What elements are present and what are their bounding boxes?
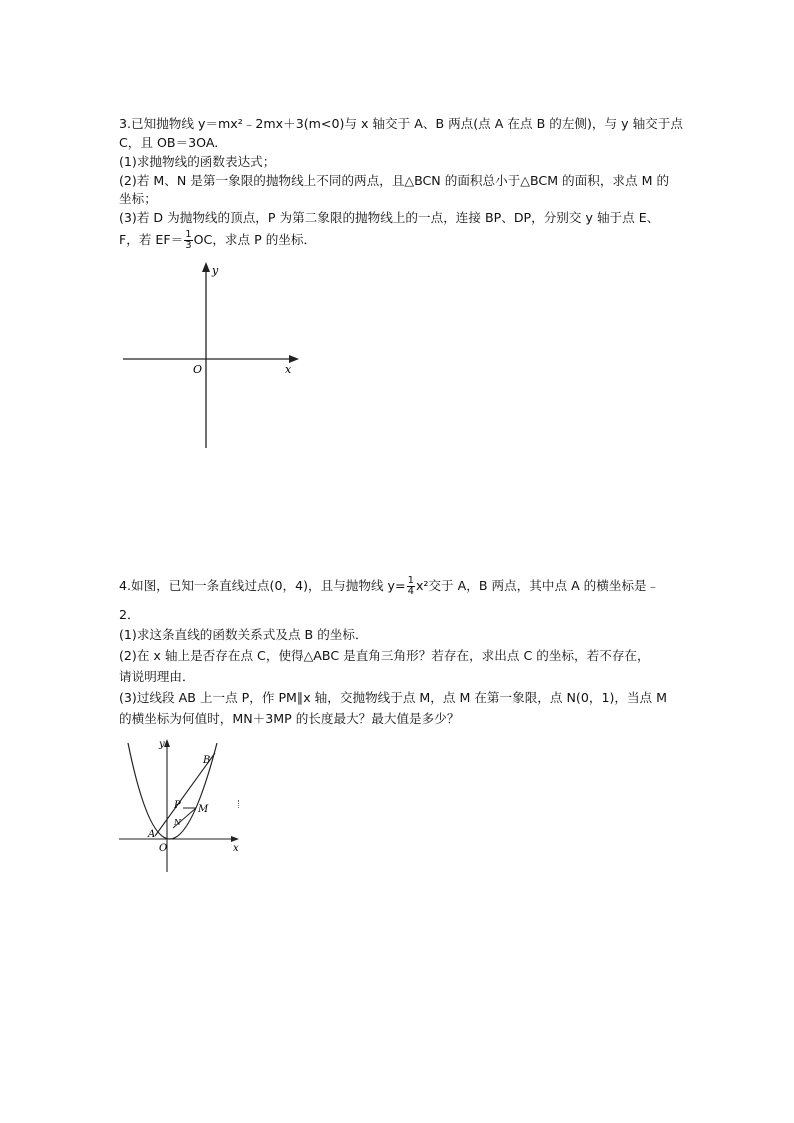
q4-b-label: B xyxy=(203,755,211,766)
q3-coordinate-axes xyxy=(118,258,308,450)
decorative-dots xyxy=(238,800,240,808)
q3-line-1: 3.已知抛物线 y＝mx²﹣2mx＋3(m<0)与 x 轴交于 A、B 两点(点 A 在点 B 的左侧)，与 y 轴交于点 xyxy=(119,116,683,131)
q4-y-axis-arrow xyxy=(164,739,170,747)
q4-parabola-figure xyxy=(115,735,250,875)
q3-origin-label: O xyxy=(193,363,203,376)
fraction-denominator: 4 xyxy=(407,586,414,597)
fraction xyxy=(184,230,192,251)
q3-text: F，若 EF＝ xyxy=(119,232,184,247)
q4-part-1: (1)求这条直线的函数关系式及点 B 的坐标． xyxy=(119,627,368,642)
q4-line-1 xyxy=(119,576,659,597)
q4-line-2: 2． xyxy=(119,607,140,622)
q3-text: OC，求点 P 的坐标． xyxy=(193,232,317,247)
q4-origin-label: O xyxy=(159,843,168,854)
q3-part-2-line-2: 坐标； xyxy=(119,191,157,206)
q4-part-2-line-1: (2)在 x 轴上是否存在点 C，使得△ABC 是直角三角形？若存在，求出点 C 的坐标，若不存在， xyxy=(119,648,650,663)
fraction-numerator: 1 xyxy=(185,229,192,240)
fraction xyxy=(407,576,415,597)
q3-part-3-line-1: (3)若 D 为抛物线的顶点，P 为第二象限的抛物线上的一点，连接 BP、DP，分别交 y 轴于点 E、 xyxy=(119,210,660,225)
fraction-denominator: 3 xyxy=(185,240,192,251)
q3-y-axis-arrow xyxy=(202,262,210,272)
q4-p-label: P xyxy=(174,800,181,811)
q3-x-label: x xyxy=(285,363,292,376)
q4-x-axis-arrow xyxy=(231,836,239,842)
q4-m-label: M xyxy=(198,804,209,815)
q3-x-axis-arrow xyxy=(289,355,299,363)
q4-n-label: N xyxy=(174,818,181,827)
q3-part-1: (1)求抛物线的函数表达式； xyxy=(119,154,276,169)
q4-part-2-line-2: 请说明理由． xyxy=(119,669,195,684)
q4-y-label: y xyxy=(159,739,165,750)
q3-part-3-line-2 xyxy=(119,230,316,251)
q4-part-3-line-2: 的横坐标为何值时，MN＋3MP 的长度最大？最大值是多少？ xyxy=(119,711,460,726)
q3-line-2: C，且 OB＝3OA. xyxy=(119,135,219,150)
q4-text: x²交于 A，B 两点，其中点 A 的横坐标是﹣ xyxy=(415,578,660,593)
q3-part-2-line-1: (2)若 M、N 是第一象限的抛物线上不同的两点，且△BCN 的面积总小于△BCM 的面积，求点 M 的 xyxy=(119,173,670,188)
q4-part-3-line-1: (3)过线段 AB 上一点 P，作 PM∥x 轴，交抛物线于点 M，点 M 在第一象限，点 N(0，1)，当点 M xyxy=(119,690,668,705)
fraction-numerator: 1 xyxy=(407,575,414,586)
q4-a-label: A xyxy=(148,829,156,840)
q3-y-label: y xyxy=(212,264,219,277)
q4-x-label: x xyxy=(233,843,239,854)
q4-text: 4.如图，已知一条直线过点(0，4)，且与抛物线 y= xyxy=(119,578,406,593)
